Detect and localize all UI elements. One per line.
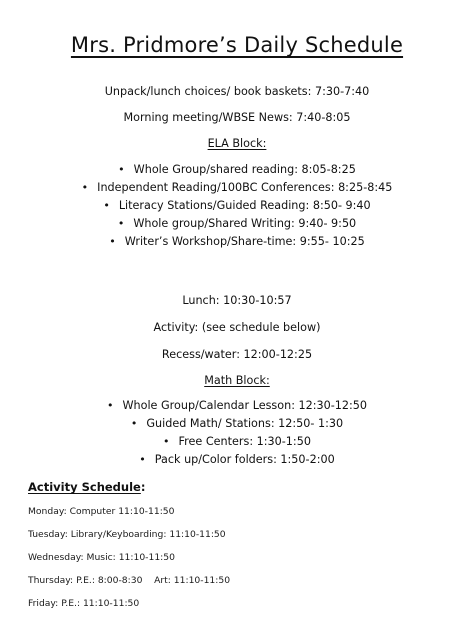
intro-line-morning-meeting: Morning meeting/WBSE News: 7:40-8:05	[123, 111, 351, 124]
ela-item: • Literacy Stations/Guided Reading: 8:50- 9:40	[0, 199, 474, 212]
ela-item: • Writer’s Workshop/Share-time: 9:55- 10:25	[0, 235, 474, 248]
ela-heading	[0, 137, 474, 150]
activity-item-monday: Monday: Computer 11:10-11:50	[28, 506, 175, 517]
activity-item-tuesday: Tuesday: Library/Keyboarding: 11:10-11:50	[28, 529, 226, 540]
activity-line: Activity: (see schedule below)	[153, 321, 321, 334]
activity-item-thursday: Thursday: P.E.: 8:00-8:30 Art: 11:10-11:50	[28, 575, 231, 586]
math-heading	[0, 374, 474, 387]
math-item: • Whole Group/Calendar Lesson: 12:30-12:50	[0, 399, 474, 412]
intro-line-unpack: Unpack/lunch choices/ book baskets: 7:30-7:40	[104, 85, 370, 98]
ela-item: • Whole group/Shared Writing: 9:40- 9:50	[0, 217, 474, 230]
activity-heading-text: Activity Schedule	[28, 480, 141, 494]
ela-item: • Whole Group/shared reading: 8:05-8:25	[0, 163, 474, 176]
ela-item: • Independent Reading/100BC Conferences: 8:25-8:45	[0, 181, 474, 194]
lunch-line: Lunch: 10:30-10:57	[182, 294, 292, 307]
math-item: • Free Centers: 1:30-1:50	[0, 435, 474, 448]
page-title: Mrs. Pridmore’s Daily Schedule	[70, 33, 404, 57]
activity-schedule-heading	[28, 480, 145, 494]
ela-heading-text: ELA Block:	[207, 137, 267, 150]
math-item: • Guided Math/ Stations: 12:50- 1:30	[0, 417, 474, 430]
math-heading-text: Math Block:	[204, 374, 270, 387]
activity-heading-colon: :	[140, 480, 146, 494]
math-item: • Pack up/Color folders: 1:50-2:00	[0, 453, 474, 466]
activity-item-wednesday: Wednesday: Music: 11:10-11:50	[28, 552, 175, 563]
activity-item-friday: Friday: P.E.: 11:10-11:50	[28, 598, 140, 609]
recess-line: Recess/water: 12:00-12:25	[161, 348, 313, 361]
